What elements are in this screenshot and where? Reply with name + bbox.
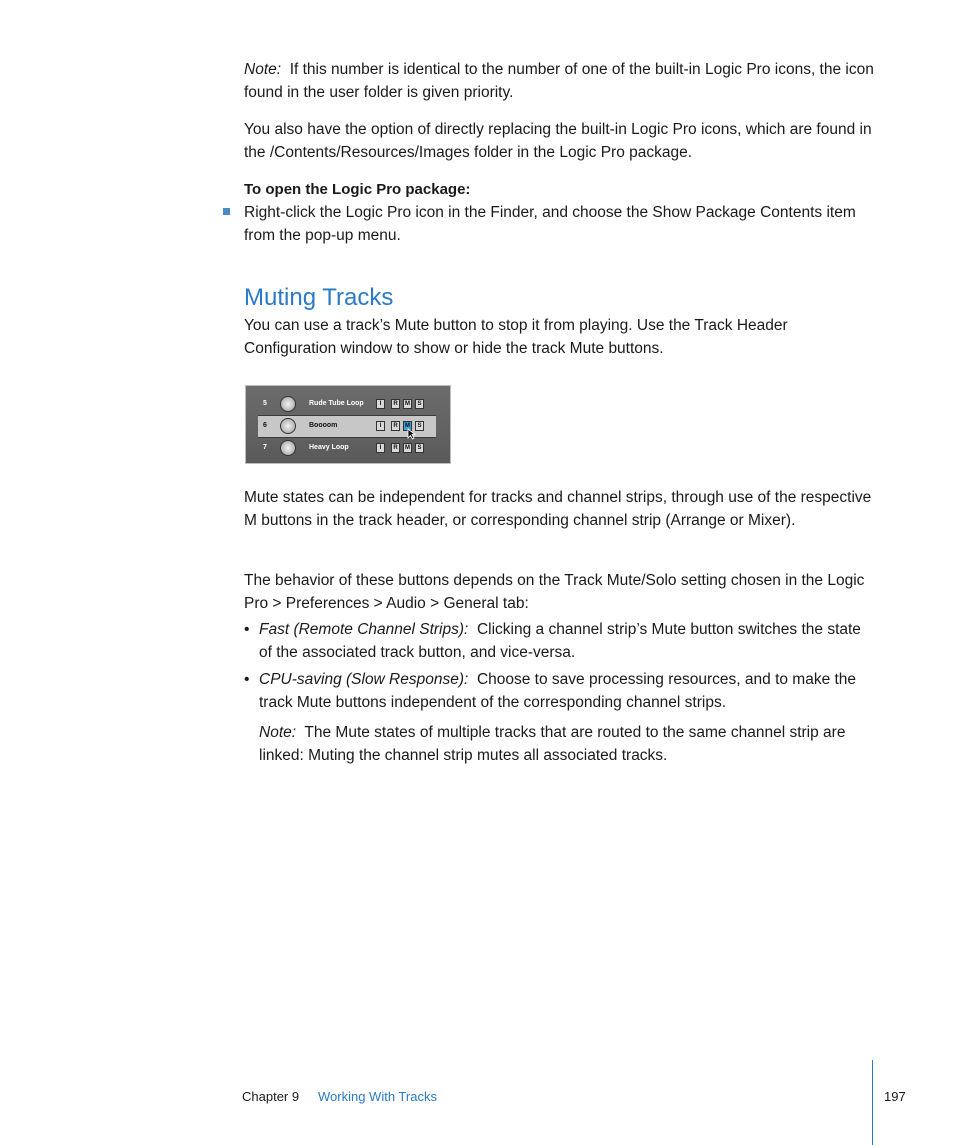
note-paragraph	[244, 58, 874, 104]
paragraph-text: You also have the option of directly replacing the built-in Logic Pro icons, which are found in the /Contents/Resources/Images folder in the Logic Pro package.	[244, 121, 872, 161]
footer-chapter-title[interactable]: Working With Tracks	[318, 1089, 437, 1104]
record-button[interactable]: R	[391, 443, 400, 453]
section-title: Muting Tracks	[244, 284, 394, 311]
body-paragraph	[244, 569, 874, 615]
note-label: Note:	[244, 61, 282, 78]
paragraph-text: The behavior of these buttons depends on the Track Mute/Solo setting chosen in the Logic Pro > Preferences > Audio > General tab:	[244, 572, 865, 612]
solo-button[interactable]: S	[415, 421, 424, 431]
footer-chapter: Chapter 9	[242, 1089, 300, 1104]
body-paragraph	[244, 118, 874, 164]
section-intro-text: You can use a track’s Mute button to stop it from playing. Use the Track Header Configuration window to show or hide the track Mute buttons.	[244, 317, 788, 357]
drum-icon	[280, 440, 296, 456]
body-paragraph	[244, 486, 874, 532]
drum-icon	[280, 396, 296, 412]
mute-button-active[interactable]: M	[405, 423, 410, 429]
bullet-item	[259, 668, 874, 714]
record-button[interactable]: R	[391, 399, 400, 409]
solo-button[interactable]: S	[415, 399, 424, 409]
mouse-pointer-icon	[407, 428, 416, 440]
note-paragraph	[259, 721, 859, 767]
track-name: Rude Tube Loop	[309, 400, 364, 407]
bullet-text: Choose to save processing resources, and to make the track Mute buttons independent of the corresponding channel strips.	[259, 671, 857, 711]
input-monitor-button[interactable]: I	[376, 443, 385, 453]
note-text: If this number is identical to the number of one of the built-in Logic Pro icons, the icon found in the user folder is given priority.	[244, 61, 874, 101]
input-monitor-button[interactable]: I	[376, 421, 385, 431]
bullet-item	[259, 618, 874, 664]
task-heading-text: To open the Logic Pro package:	[244, 181, 471, 198]
bullet-term: Fast (Remote Channel Strips):	[259, 621, 469, 638]
footer-divider	[872, 1060, 873, 1145]
track-number: 7	[263, 444, 267, 451]
bullet-dot-icon: •	[244, 671, 250, 688]
mute-button[interactable]: M	[405, 401, 410, 407]
track-name: Boooom	[309, 422, 338, 429]
bullet-term: CPU-saving (Slow Response):	[259, 671, 469, 688]
note-text: The Mute states of multiple tracks that are routed to the same channel strip are linked: Muting the channel strip mutes all associated tracks.	[259, 724, 846, 764]
track-number: 6	[263, 422, 267, 429]
bullet-text: Clicking a channel strip’s Mute button switches the state of the associated track button, and vice-versa.	[259, 621, 861, 661]
track-header-figure	[245, 385, 451, 464]
track-row	[258, 438, 436, 459]
task-step-text: Right-click the Logic Pro icon in the Finder, and choose the Show Package Contents item from the pop-up menu.	[244, 204, 856, 244]
drum-icon	[280, 418, 296, 434]
bullet-dot-icon: •	[244, 621, 250, 638]
record-button[interactable]: R	[391, 421, 400, 431]
task-step	[244, 201, 874, 247]
track-row	[258, 394, 436, 415]
mute-button[interactable]: M	[405, 445, 410, 451]
section-intro	[244, 314, 874, 360]
solo-button[interactable]: S	[415, 443, 424, 453]
square-bullet-icon	[223, 208, 230, 215]
track-number: 5	[263, 400, 267, 407]
input-monitor-button[interactable]: I	[376, 399, 385, 409]
note-label: Note:	[259, 724, 297, 741]
page-number: 197	[884, 1089, 906, 1104]
paragraph-text: Mute states can be independent for tracks and channel strips, through use of the respective M buttons in the track header, or corresponding channel strip (Arrange or Mixer).	[244, 489, 872, 529]
task-heading	[244, 178, 874, 201]
track-name: Heavy Loop	[309, 444, 349, 451]
